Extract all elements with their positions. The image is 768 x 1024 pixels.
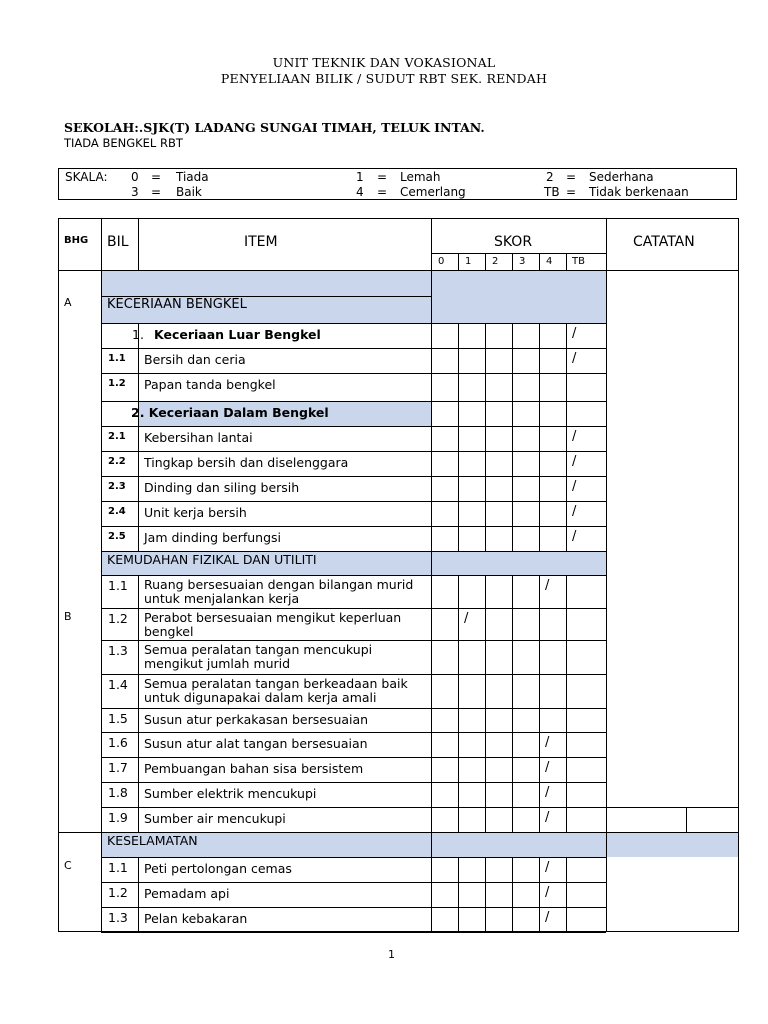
grid-line xyxy=(485,782,486,807)
grid-line xyxy=(458,608,459,640)
score-0: 0 xyxy=(438,256,445,267)
scale-eq: = xyxy=(377,170,388,184)
scale-desc: Baik xyxy=(176,185,202,199)
score-mark: / xyxy=(545,785,550,800)
grid-line xyxy=(512,526,513,551)
grid-line xyxy=(512,426,513,451)
row-bil: 1.2 xyxy=(108,378,126,389)
grid-line xyxy=(512,373,513,401)
grid-line xyxy=(512,608,513,640)
header-bil: BIL xyxy=(107,234,129,250)
grid-line xyxy=(101,932,606,933)
grid-line xyxy=(539,348,540,373)
grid-line xyxy=(539,807,540,832)
grid-line xyxy=(485,575,486,608)
section-title: KEMUDAHAN FIZIKAL DAN UTILITI xyxy=(107,552,317,567)
row-bil: 1.5 xyxy=(108,711,128,726)
grid-line xyxy=(539,757,540,782)
scale-desc: Lemah xyxy=(400,170,441,184)
grid-line xyxy=(566,426,567,451)
score-mark: / xyxy=(572,504,577,519)
score-4: 4 xyxy=(546,256,553,267)
row-item: 1. xyxy=(132,327,144,342)
row-bil: 1.6 xyxy=(108,735,128,750)
grid-line xyxy=(458,526,459,551)
school-name: SEKOLAH:.SJK(T) LADANG SUNGAI TIMAH, TELUK INTAN. xyxy=(64,120,485,135)
grid-line xyxy=(58,218,59,932)
grid-line xyxy=(566,401,567,426)
grid-line xyxy=(566,782,567,807)
grid-line xyxy=(566,501,567,526)
grid-line xyxy=(539,476,540,501)
score-mark: / xyxy=(572,454,577,469)
grid-line xyxy=(485,882,486,907)
grid-line xyxy=(101,426,606,427)
grid-line xyxy=(566,373,567,401)
scale-desc: Sederhana xyxy=(589,170,654,184)
grid-line xyxy=(101,323,606,324)
grid-line xyxy=(566,674,567,708)
grid-line xyxy=(138,426,139,451)
grid-line xyxy=(539,674,540,708)
grid-line xyxy=(101,708,606,709)
grid-line xyxy=(138,451,139,476)
row-item: Unit kerja bersih xyxy=(144,505,247,520)
row-item: Papan tanda bengkel xyxy=(144,377,276,392)
grid-line xyxy=(485,373,486,401)
grid-line xyxy=(458,907,459,932)
grid-line xyxy=(566,608,567,640)
row-bil: 1.3 xyxy=(108,643,128,658)
scale-eq: = xyxy=(566,185,577,199)
score-mark: / xyxy=(572,326,577,341)
row-item: Pelan kebakaran xyxy=(144,911,248,926)
grid-line xyxy=(566,348,567,373)
grid-line xyxy=(138,857,139,882)
grid-line xyxy=(458,782,459,807)
grid-line xyxy=(485,674,486,708)
grid-line xyxy=(512,323,513,348)
grid-line xyxy=(138,807,139,832)
grid-line xyxy=(101,401,606,402)
row-item-line2: mengikut jumlah murid xyxy=(144,656,291,671)
row-bil: 1.1 xyxy=(108,353,126,364)
row-item-line2: untuk digunapakai dalam kerja amali xyxy=(144,690,377,705)
score-mark: / xyxy=(545,578,550,593)
grid-line xyxy=(138,608,139,640)
grid-line xyxy=(539,426,540,451)
grid-line xyxy=(458,674,459,708)
header-item: ITEM xyxy=(244,234,278,250)
title-line-1: UNIT TEKNIK DAN VOKASIONAL xyxy=(272,55,496,70)
grid-line xyxy=(566,732,567,757)
grid-line xyxy=(606,832,739,833)
grid-line xyxy=(101,575,606,576)
grid-line xyxy=(566,451,567,476)
grid-line xyxy=(101,640,606,641)
grid-line xyxy=(485,757,486,782)
grid-line xyxy=(458,253,459,270)
scale-eq: = xyxy=(151,185,162,199)
grid-line xyxy=(686,807,687,832)
row-bil: 2.1 xyxy=(108,431,126,442)
grid-line xyxy=(138,501,139,526)
grid-line xyxy=(58,270,739,271)
grid-line xyxy=(138,732,139,757)
grid-line xyxy=(458,401,459,426)
grid-line xyxy=(539,708,540,732)
scale-desc: Tiada xyxy=(176,170,209,184)
grid-line xyxy=(458,575,459,608)
grid-line xyxy=(539,323,540,348)
score-mark: / xyxy=(545,885,550,900)
grid-line xyxy=(512,640,513,674)
grid-line xyxy=(485,348,486,373)
grid-line xyxy=(101,526,606,527)
scale-eq: = xyxy=(151,170,162,184)
row-item: Susun atur perkakasan bersesuaian xyxy=(144,712,369,727)
score-mark: / xyxy=(464,611,469,626)
row-item: Kebersihan lantai xyxy=(144,430,253,445)
grid-line xyxy=(539,608,540,640)
row-item: Sumber air mencukupi xyxy=(144,811,286,826)
grid-line xyxy=(138,674,139,708)
grid-line xyxy=(512,708,513,732)
row-bil: 2.4 xyxy=(108,506,126,517)
grid-line xyxy=(101,807,606,808)
grid-line xyxy=(539,401,540,426)
grid-line xyxy=(512,575,513,608)
score-mark: / xyxy=(572,429,577,444)
score-3: 3 xyxy=(519,256,526,267)
row-item: Tingkap bersih dan diselenggara xyxy=(144,455,349,470)
scale-code: TB xyxy=(544,185,560,199)
row-item: Pembuangan bahan sisa bersistem xyxy=(144,761,364,776)
grid-line xyxy=(458,373,459,401)
row-item: Peti pertolongan cemas xyxy=(144,861,292,876)
grid-line xyxy=(101,882,606,883)
row-bil: 1.7 xyxy=(108,760,128,775)
grid-line xyxy=(738,218,739,932)
grid-line xyxy=(138,757,139,782)
row-item: Semua peralatan tangan berkeadaan baik xyxy=(144,676,408,691)
grid-line xyxy=(566,640,567,674)
grid-line xyxy=(566,757,567,782)
grid-line xyxy=(458,501,459,526)
grid-line xyxy=(138,218,139,270)
row-item: Dinding dan siling bersih xyxy=(144,480,300,495)
grid-line xyxy=(512,732,513,757)
grid-line xyxy=(485,401,486,426)
grid-line xyxy=(512,882,513,907)
grid-line xyxy=(566,253,567,270)
grid-line xyxy=(485,640,486,674)
grid-line xyxy=(458,732,459,757)
row-item: 2. Keceriaan Dalam Bengkel xyxy=(131,405,329,420)
grid-line xyxy=(58,218,739,219)
grid-line xyxy=(101,857,606,858)
row-bil: 1.2 xyxy=(108,611,128,626)
grid-line xyxy=(539,640,540,674)
grid-line xyxy=(512,501,513,526)
grid-line xyxy=(566,575,567,608)
grid-line xyxy=(101,373,606,374)
row-item: Bersih dan ceria xyxy=(144,352,246,367)
section-fill xyxy=(431,270,606,323)
grid-line xyxy=(512,451,513,476)
title-line-2: PENYELIAAN BILIK / SUDUT RBT SEK. RENDAH xyxy=(220,71,548,86)
grid-line xyxy=(138,907,139,932)
grid-line xyxy=(512,348,513,373)
grid-line xyxy=(485,323,486,348)
grid-line xyxy=(138,526,139,551)
scale-desc: Cemerlang xyxy=(400,185,466,199)
row-item: Ruang bersesuaian dengan bilangan murid xyxy=(144,577,414,592)
grid-line xyxy=(101,451,606,452)
grid-line xyxy=(512,476,513,501)
row-item: Jam dinding berfungsi xyxy=(144,530,281,545)
grid-line xyxy=(539,253,540,270)
grid-line xyxy=(485,732,486,757)
grid-line xyxy=(512,253,513,270)
score-mark: / xyxy=(545,760,550,775)
grid-line xyxy=(138,782,139,807)
scale-code: 4 xyxy=(356,185,364,199)
grid-line xyxy=(539,373,540,401)
grid-line xyxy=(101,782,606,783)
score-mark: / xyxy=(572,351,577,366)
grid-line xyxy=(485,907,486,932)
section-fill xyxy=(101,270,431,296)
score-2: 2 xyxy=(492,256,499,267)
grid-line xyxy=(458,451,459,476)
grid-line xyxy=(458,807,459,832)
row-bil: 2.2 xyxy=(108,456,126,467)
grid-line xyxy=(101,732,606,733)
grid-line xyxy=(512,907,513,932)
row-bil: 1.1 xyxy=(108,578,128,593)
grid-line xyxy=(458,857,459,882)
grid-line xyxy=(512,401,513,426)
grid-line xyxy=(101,907,606,908)
grid-line xyxy=(101,501,606,502)
grid-line xyxy=(566,708,567,732)
grid-line xyxy=(606,807,739,808)
score-mark: / xyxy=(572,479,577,494)
grid-line xyxy=(512,807,513,832)
grid-line xyxy=(566,857,567,882)
assessment-table xyxy=(58,218,739,961)
row-item-line2: Keceriaan Luar Bengkel xyxy=(154,327,321,342)
grid-line xyxy=(566,323,567,348)
grid-line xyxy=(458,757,459,782)
score-1: 1 xyxy=(465,256,472,267)
grid-line xyxy=(485,501,486,526)
section-code: A xyxy=(64,296,72,309)
grid-line xyxy=(512,857,513,882)
grid-line xyxy=(458,348,459,373)
grid-line xyxy=(485,476,486,501)
grid-line xyxy=(512,757,513,782)
grid-line xyxy=(101,674,606,675)
grid-line xyxy=(138,640,139,674)
header-catatan: CATATAN xyxy=(633,234,695,250)
row-item: Pemadam api xyxy=(144,886,230,901)
grid-line xyxy=(539,782,540,807)
section-title: KECERIAAN BENGKEL xyxy=(107,297,247,312)
grid-line xyxy=(566,807,567,832)
grid-line xyxy=(485,608,486,640)
grid-line xyxy=(138,575,139,608)
header-skor: SKOR xyxy=(494,234,533,250)
grid-line xyxy=(485,451,486,476)
grid-line xyxy=(485,526,486,551)
row-item-line2: bengkel xyxy=(144,624,194,639)
grid-line xyxy=(539,575,540,608)
row-item: Susun atur alat tangan bersesuaian xyxy=(144,736,368,751)
row-item-line2: untuk menjalankan kerja xyxy=(144,591,300,606)
scale-label: SKALA: xyxy=(65,170,108,184)
scale-code: 0 xyxy=(131,170,139,184)
grid-line xyxy=(485,857,486,882)
row-bil: 1.9 xyxy=(108,810,128,825)
grid-line xyxy=(458,708,459,732)
grid-line xyxy=(101,757,606,758)
grid-line xyxy=(512,782,513,807)
grid-line xyxy=(539,907,540,932)
row-bil: 1.8 xyxy=(108,785,128,800)
grid-line xyxy=(138,882,139,907)
scale-code: 2 xyxy=(546,170,554,184)
grid-line xyxy=(512,674,513,708)
workshop-note: TIADA BENGKEL RBT xyxy=(64,136,183,150)
grid-line xyxy=(539,501,540,526)
row-bil: 1.1 xyxy=(108,860,128,875)
row-bil: 2.5 xyxy=(108,531,126,542)
page-number: 1 xyxy=(388,948,395,961)
section-code: C xyxy=(64,859,72,872)
row-item: Sumber elektrik mencukupi xyxy=(144,786,317,801)
scale-desc: Tidak berkenaan xyxy=(589,185,689,199)
grid-line xyxy=(539,857,540,882)
grid-line xyxy=(101,348,606,349)
grid-line xyxy=(539,732,540,757)
grid-line xyxy=(458,476,459,501)
score-mark: / xyxy=(545,810,550,825)
section-code: B xyxy=(64,610,72,623)
row-item: Perabot bersesuaian mengikut keperluan xyxy=(144,610,402,625)
grid-line xyxy=(458,882,459,907)
grid-line xyxy=(485,807,486,832)
score-mark: / xyxy=(545,860,550,875)
score-mark: / xyxy=(572,529,577,544)
scale-legend xyxy=(58,168,737,200)
grid-line xyxy=(566,526,567,551)
score-mark: / xyxy=(545,910,550,925)
section-title: KESELAMATAN xyxy=(107,833,198,848)
grid-line xyxy=(566,907,567,932)
grid-line xyxy=(138,708,139,732)
score-tb: TB xyxy=(572,256,585,267)
row-bil: 1.4 xyxy=(108,677,128,692)
grid-line xyxy=(539,882,540,907)
grid-line xyxy=(458,426,459,451)
header-bhg: BHG xyxy=(64,235,89,246)
scale-code: 1 xyxy=(356,170,364,184)
grid-line xyxy=(138,348,139,373)
score-mark: / xyxy=(545,735,550,750)
grid-line xyxy=(539,451,540,476)
grid-line xyxy=(539,526,540,551)
grid-line xyxy=(458,640,459,674)
row-bil: 2.3 xyxy=(108,481,126,492)
scale-eq: = xyxy=(566,170,577,184)
row-bil: 1.3 xyxy=(108,910,128,925)
grid-line xyxy=(485,426,486,451)
grid-line xyxy=(485,708,486,732)
grid-line xyxy=(138,476,139,501)
grid-line xyxy=(101,608,606,609)
grid-line xyxy=(458,323,459,348)
grid-line xyxy=(566,882,567,907)
scale-eq: = xyxy=(377,185,388,199)
grid-line xyxy=(138,373,139,401)
grid-line xyxy=(566,476,567,501)
grid-line xyxy=(606,218,607,932)
row-item: Semua peralatan tangan mencukupi xyxy=(144,642,373,657)
scale-code: 3 xyxy=(131,185,139,199)
grid-line xyxy=(485,253,486,270)
row-bil: 1.2 xyxy=(108,885,128,900)
grid-line xyxy=(101,476,606,477)
